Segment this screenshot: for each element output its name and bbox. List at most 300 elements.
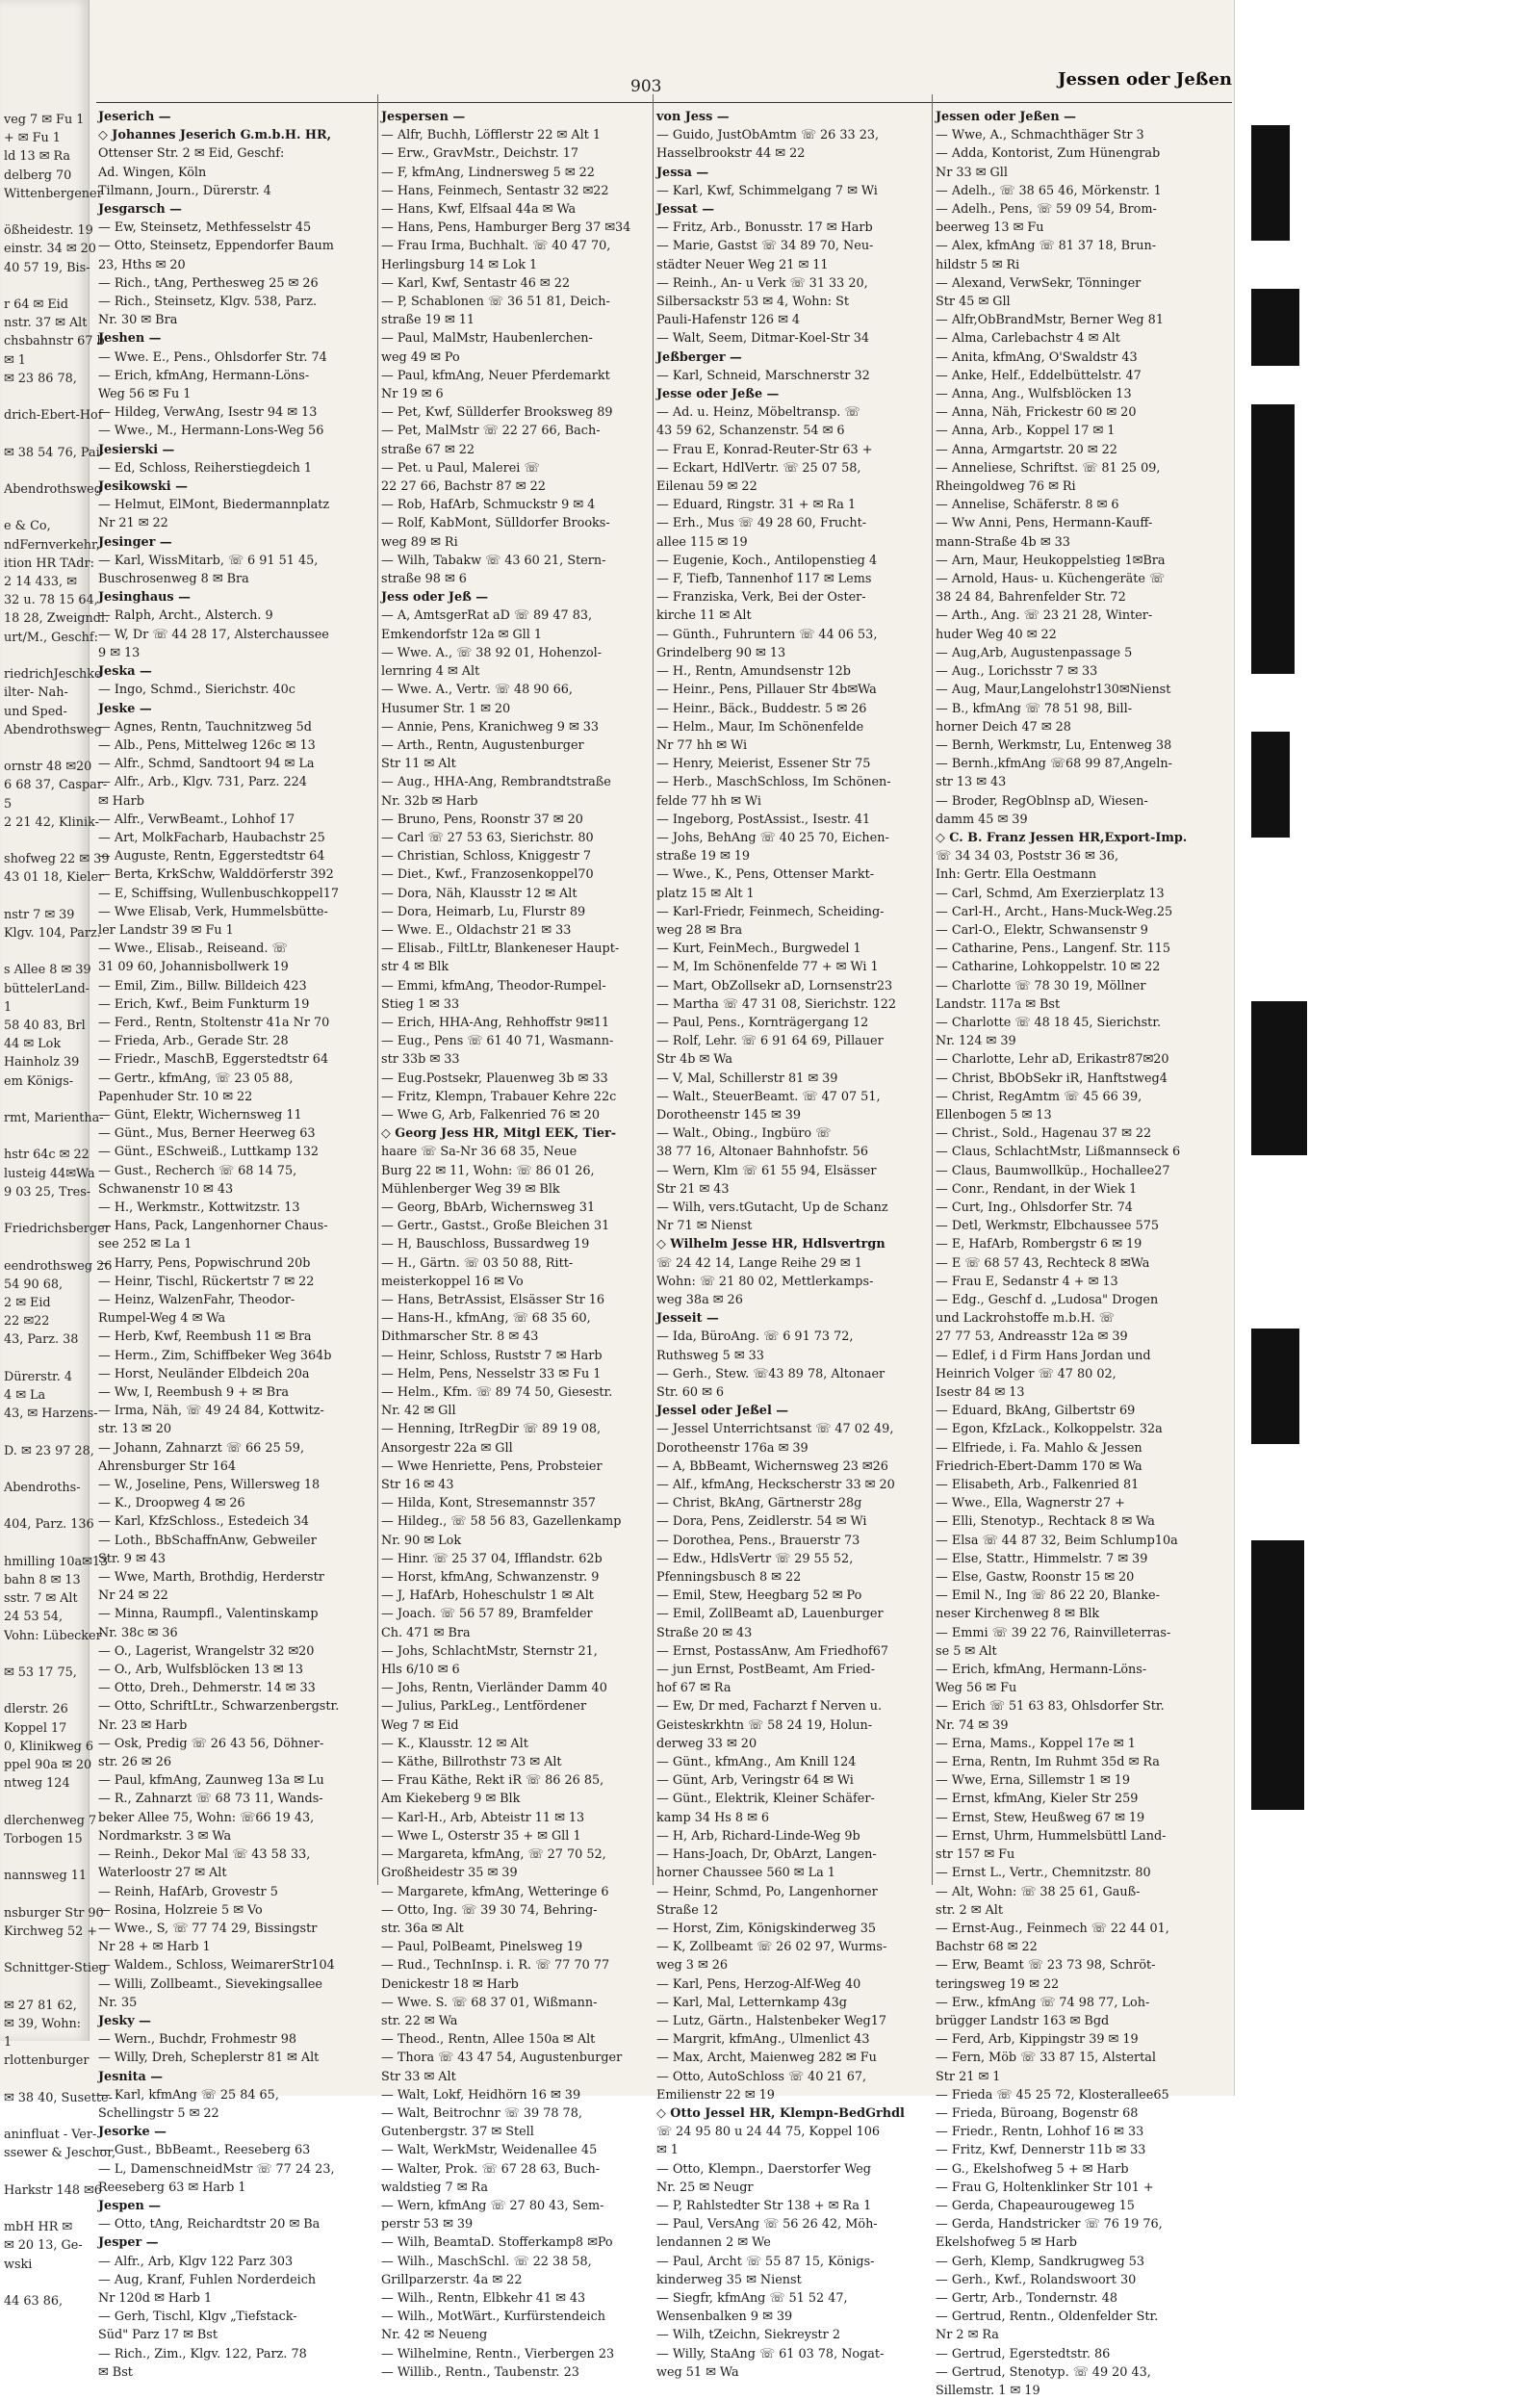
directory-entry: — Wilh, vers.tGutacht, Up de Schanz (656, 1200, 888, 1215)
directory-entry: Ruthsweg 5 ✉ 33 (656, 1348, 764, 1363)
directory-entry: ◇ Wilhelm Jesse HR, Hdlsvertrgn (656, 1237, 886, 1252)
directory-entry: beerweg 13 ✉ Fu (936, 220, 1044, 236)
directory-entry: — Conr., Rendant, in der Wiek 1 (936, 1181, 1138, 1197)
column-4 (936, 108, 1230, 2400)
directory-entry: Str. 9 ✉ 43 (98, 1551, 167, 1566)
directory-entry: — Frau Käthe, Rekt iR ☏ 86 26 85, (381, 1773, 604, 1789)
directory-entry: — Eug.Postsekr, Plauenweg 3b ✉ 33 (381, 1071, 608, 1086)
name-heading: Jessel oder Jeßel — (656, 1404, 789, 1419)
directory-entry: — Christ, RegAmtm ☏ 45 66 39, (936, 1089, 1142, 1104)
directory-entry: Str 33 ✉ Alt (381, 2069, 456, 2084)
fragment-line (4, 2107, 87, 2126)
directory-entry: Rheingoldweg 76 ✉ Ri (936, 479, 1076, 495)
fragment-line (4, 1682, 87, 1700)
directory-entry: — Gertrud, Stenotyp. ☏ 49 20 43, (936, 2364, 1151, 2380)
fragment-line (4, 1201, 87, 1220)
edge-mark (1251, 1329, 1299, 1444)
directory-entry: — Frau Irma, Buchhalt. ☏ 40 47 70, (381, 239, 611, 254)
fragment-line: 2 14 433, ✉ (4, 575, 77, 590)
directory-entry: — Alfr., VerwBeamt., Lohhof 17 (98, 812, 295, 827)
directory-entry: — Gertrud, Egerstedtstr. 86 (936, 2346, 1111, 2361)
directory-entry: kirche 11 ✉ Alt (656, 608, 752, 624)
directory-entry: — Wern, Klm ☏ 61 55 94, Elsässer (656, 1163, 877, 1178)
directory-entry: — Wwe Henriette, Pens, Probsteier (381, 1458, 603, 1474)
directory-entry: — Franziska, Verk, Bei der Oster- (656, 590, 866, 606)
directory-entry: Ansorgestr 22a ✉ Gll (381, 1440, 513, 1456)
directory-entry: Mühlenberger Weg 39 ✉ Blk (381, 1181, 560, 1197)
directory-entry: — Christ., Sold., Hagenau 37 ✉ 22 (936, 1126, 1152, 1142)
directory-entry: ◇ Otto Jessel HR, Klempn-BedGrhdl (656, 2105, 905, 2121)
directory-entry: — Frau E, Sedanstr 4 + ✉ 13 (936, 1274, 1118, 1289)
directory-entry: — Bernh.,kfmAng ☏68 99 87,Angeln- (936, 757, 1172, 772)
directory-entry: — Erna, Mams., Koppel 17e ✉ 1 (936, 1736, 1136, 1751)
directory-entry: — Erw, Beamt ☏ 23 73 98, Schröt- (936, 1958, 1156, 1974)
fragment-line: Kirchweg 52 + (4, 1923, 98, 1939)
directory-entry: — Hildeg, VerwAng, Isestr 94 ✉ 13 (98, 405, 318, 421)
directory-entry: Grillparzerstr. 4a ✉ 22 (381, 2272, 523, 2287)
directory-entry: — Hans, Pens, Hamburger Berg 37 ✉34 (381, 220, 631, 236)
directory-entry: — Minna, Raumpfl., Valentinskamp (98, 1607, 319, 1622)
fragment-line: 18 28, Zweigndl. (4, 611, 110, 627)
fragment-line: ✉ 39, Wohn: (4, 2016, 81, 2031)
directory-entry: str 157 ✉ Fu (936, 1847, 1015, 1863)
fragment-line (4, 1127, 87, 1146)
directory-entry: — Paul, kfmAng, Zaunweg 13a ✉ Lu (98, 1773, 324, 1789)
directory-entry: — Erh., Mus ☏ 49 28 60, Frucht- (656, 516, 867, 531)
directory-entry: — Hans-H., kfmAng, ☏ 68 35 60, (381, 1311, 591, 1327)
fragment-line: 43, Parz. 38 (4, 1332, 79, 1348)
directory-entry: — B., kfmAng ☏ 78 51 98, Bill- (936, 701, 1133, 716)
directory-entry: — Thora ☏ 43 47 54, Augustenburger (381, 2051, 623, 2066)
directory-entry: str 13 ✉ 43 (936, 775, 1007, 790)
directory-entry: Nr. 30 ✉ Bra (98, 313, 178, 328)
directory-entry: allee 115 ✉ 19 (656, 534, 748, 550)
directory-entry: — W, Dr ☏ 44 28 17, Alsterchaussee (98, 627, 329, 642)
fragment-line: 404, Parz. 136 (4, 1517, 94, 1533)
previous-page-fragments (4, 111, 116, 2310)
directory-entry: weg 89 ✉ Ri (381, 534, 458, 550)
directory-entry: — Alb., Pens, Mittelweg 126c ✉ 13 (98, 737, 316, 753)
fragment-line: rlottenburger (4, 2053, 90, 2069)
name-heading: Jesorke — (98, 2125, 167, 2140)
directory-entry: felde 77 hh ✉ Wi (656, 793, 761, 809)
directory-entry: — Rich., Steinsetz, Klgv. 538, Parz. (98, 295, 318, 310)
directory-entry: straße 98 ✉ 6 (381, 572, 467, 587)
directory-entry: Inh: Gertr. Ella Oestmann (936, 867, 1097, 883)
edge-mark (1251, 732, 1290, 838)
directory-entry: — Bruno, Pens, Roonstr 37 ✉ 20 (381, 812, 583, 827)
directory-entry: — Alfr., Arb, Klgv 122 Parz 303 (98, 2254, 294, 2269)
fragment-line (4, 462, 87, 480)
fragment-line (4, 388, 87, 406)
directory-entry: Ellenbogen 5 ✉ 13 (936, 1107, 1052, 1123)
fragment-line: 6 68 37, Caspar- (4, 778, 108, 793)
directory-entry: — Otto, AutoSchloss ☏ 40 21 67, (656, 2069, 867, 2084)
directory-entry: — Heinr, Schmd, Po, Langenhorner (656, 1884, 878, 1899)
fragment-line: ntweg 124 (4, 1776, 70, 1792)
directory-entry: — Curt, Ing., Ohlsdorfer Str. 74 (936, 1200, 1133, 1215)
directory-entry: — Alt, Wohn: ☏ 38 25 61, Gauß- (936, 1884, 1141, 1899)
directory-entry: — Hans, Kwf, Elfsaal 44a ✉ Wa (381, 202, 577, 218)
fragment-line (4, 425, 87, 443)
fragment-line (4, 277, 87, 296)
directory-entry: straße 19 ✉ 11 (381, 313, 475, 328)
directory-entry: — Eduard, BkAng, Gilbertstr 69 (936, 1404, 1136, 1419)
directory-entry: Str 21 ✉ 1 (936, 2069, 1001, 2084)
fragment-line: ssewer & Jeschor, (4, 2146, 116, 2161)
fragment-line (4, 2071, 87, 2089)
directory-entry: Ad. Wingen, Köln (98, 165, 207, 180)
directory-entry: — Waldem., Schloss, WeimarerStr104 (98, 1958, 335, 1974)
directory-entry: Nr 28 + ✉ Harb 1 (98, 1940, 211, 1955)
directory-entry: — Günth., Fuhruntern ☏ 44 06 53, (656, 627, 878, 642)
directory-entry: — Elfriede, i. Fa. Mahlo & Jessen (936, 1440, 1142, 1456)
fragment-line: Klgv. 104, Parz. (4, 925, 101, 941)
directory-entry: — Günt, Arb, Veringstr 64 ✉ Wi (656, 1773, 854, 1789)
directory-entry: — Bernh, Werkmstr, Lu, Entenweg 38 (936, 737, 1172, 753)
directory-entry: — Karl, Kwf, Sentastr 46 ✉ 22 (381, 275, 571, 291)
directory-entry: — Jessel Unterrichtsanst ☏ 47 02 49, (656, 1422, 894, 1437)
directory-entry: str. 13 ✉ 20 (98, 1422, 171, 1437)
directory-entry: — P, Rahlstedter Str 138 + ✉ Ra 1 (656, 2198, 872, 2213)
directory-entry: Nr 33 ✉ Gll (936, 165, 1008, 180)
directory-entry: — Wwe., Elisab., Reiseand. ☏ (98, 942, 288, 957)
directory-entry: — Walter, Prok. ☏ 67 28 63, Buch- (381, 2161, 601, 2177)
directory-entry: — Wwe. A., ☏ 38 92 01, Hohenzol- (381, 645, 603, 660)
column-divider (377, 94, 378, 1885)
page-header (96, 69, 1232, 100)
directory-entry: horner Deich 47 ✉ 28 (936, 719, 1071, 735)
edge-mark (1251, 1001, 1307, 1155)
directory-entry: — Erich, kfmAng, Hermann-Löns- (936, 1663, 1147, 1678)
directory-entry: Pauli-Hafenstr 126 ✉ 4 (656, 313, 801, 328)
directory-entry: — Johann, Zahnarzt ☏ 66 25 59, (98, 1440, 305, 1456)
directory-entry: Nr 19 ✉ 6 (381, 387, 444, 402)
directory-entry: Stieg 1 ✉ 33 (381, 996, 460, 1012)
fragment-line: ✉ 20 13, Ge- (4, 2238, 83, 2254)
directory-entry: Dorotheenstr 145 ✉ 39 (656, 1107, 802, 1123)
directory-entry: 27 77 53, Andreasstr 12a ✉ 39 (936, 1329, 1128, 1345)
fragment-line: drich-Ebert-Hof (4, 408, 103, 424)
directory-entry: — Paul, VersAng ☏ 56 26 42, Möh- (656, 2217, 878, 2232)
directory-entry: — Ed, Schloss, Reiherstiegdeich 1 (98, 460, 313, 476)
directory-entry: — Eugenie, Koch., Antilopenstieg 4 (656, 553, 878, 568)
directory-entry: weg 28 ✉ Bra (656, 922, 743, 938)
directory-entry: — Paul, Pens., Kornträgergang 12 (656, 1015, 869, 1030)
fragment-line: 44 63 86, (4, 2293, 64, 2309)
directory-entry: huder Weg 40 ✉ 22 (936, 627, 1057, 642)
directory-entry: — Günt, Elektr, Wichernsweg 11 (98, 1107, 302, 1123)
fragment-line: ✉ 1 (4, 352, 26, 368)
directory-entry: — Hans-Joach, Dr, ObArzt, Langen- (656, 1847, 877, 1863)
directory-entry: perstr 53 ✉ 39 (381, 2217, 474, 2232)
directory-entry: — Anna, Ang., Wulfsblöcken 13 (936, 387, 1132, 402)
directory-entry: — O., Lagerist, Wrangelstr 32 ✉20 (98, 1643, 315, 1659)
directory-entry: — Else, Gastw, Roonstr 15 ✉ 20 (936, 1570, 1135, 1586)
directory-entry: weg 49 ✉ Po (381, 349, 460, 365)
directory-entry: — Willib., Rentn., Taubenstr. 23 (381, 2364, 579, 2380)
name-heading: Jess oder Jeß — (381, 590, 489, 606)
directory-entry: — Ingo, Schmd., Sierichstr. 40c (98, 683, 295, 698)
name-heading: Jessa — (656, 165, 709, 180)
directory-entry: — Arth., Ang. ☏ 23 21 28, Winter- (936, 608, 1153, 624)
directory-entry: — Emil, Zim., Billw. Billdeich 423 (98, 978, 307, 994)
directory-entry: — Gerh., Stew. ☏43 89 78, Altonaer (656, 1366, 886, 1381)
directory-entry: straße 67 ✉ 22 (381, 442, 475, 457)
directory-entry: — Arth., Rentn, Augustenburger (381, 737, 584, 753)
directory-entry: 38 24 84, Bahrenfelder Str. 72 (936, 590, 1126, 606)
directory-entry: hildstr 5 ✉ Ri (936, 257, 1020, 272)
directory-entry: — Otto, Klempn., Daerstorfer Weg (656, 2161, 871, 2177)
directory-entry: Dorotheenstr 176a ✉ 39 (656, 1440, 808, 1456)
name-heading: Jeshen — (98, 331, 162, 347)
directory-entry: — Helm, Pens, Nesselstr 33 ✉ Fu 1 (381, 1366, 602, 1381)
directory-entry: — Berta, KrkSchw, Walddörferstr 392 (98, 867, 334, 883)
fragment-line: 2 ✉ Eid (4, 1296, 51, 1310)
directory-entry: — Karl, kfmAng ☏ 25 84 65, (98, 2087, 279, 2103)
fragment-line: ✉ 23 86 78, (4, 371, 77, 386)
fragment-line: ornstr 48 ✉20 (4, 760, 92, 775)
directory-entry: — K, Zollbeamt ☏ 26 02 97, Wurms- (656, 1940, 887, 1955)
directory-entry: — Mart, ObZollsekr aD, Lornsenstr23 (656, 978, 893, 994)
directory-entry: — Gertr., Gastst., Große Bleichen 31 (381, 1219, 610, 1234)
fragment-line: aninfluat - Ver- (4, 2128, 97, 2143)
directory-entry: — Erna, Rentn, Im Ruhmt 35d ✉ Ra (936, 1755, 1160, 1770)
directory-entry: Hls 6/10 ✉ 6 (381, 1663, 460, 1678)
fragment-line (4, 1645, 87, 1664)
directory-entry: — Julius, ParkLeg., Lentfördener (381, 1699, 587, 1715)
directory-entry: — Broder, RegOblnsp aD, Wiesen- (936, 793, 1148, 809)
fragment-line (4, 2200, 87, 2218)
fragment-line: und Sped- (4, 704, 67, 719)
directory-entry: weg 38a ✉ 26 (656, 1293, 743, 1307)
directory-entry: horner Chaussee 560 ✉ La 1 (656, 1866, 835, 1881)
directory-entry: Heinrich Volger ☏ 47 80 02, (936, 1366, 1116, 1381)
fragment-line (4, 739, 87, 758)
directory-entry: — Lutz, Gärtn., Halstenbeker Weg17 (656, 2013, 887, 2028)
directory-entry: — Claus, SchlachtMstr, Lißmannseck 6 (936, 1145, 1181, 1160)
directory-entry: Sillemstr. 1 ✉ 19 (936, 2383, 1040, 2398)
directory-entry: — Wwe., M., Hermann-Lons-Weg 56 (98, 424, 324, 439)
directory-entry: Silbersackstr 53 ✉ 4, Wohn: St (656, 295, 850, 310)
fragment-line: 43, ✉ Harzens- (4, 1406, 98, 1422)
directory-entry: — Auguste, Rentn, Eggerstedtstr 64 (98, 849, 325, 865)
fragment-line (4, 499, 87, 517)
fragment-line: nannsweg 11 (4, 1869, 87, 1884)
directory-entry: — F, kfmAng, Lindnersweg 5 ✉ 22 (381, 165, 595, 180)
directory-entry: — Adda, Kontorist, Zum Hünengrab (936, 146, 1161, 162)
fragment-line: rmt, Marientha- (4, 1110, 104, 1125)
directory-entry: — Margareta, kfmAng, ☏ 27 70 52, (381, 1847, 606, 1863)
fragment-line: D. ✉ 23 97 28, (4, 1443, 94, 1458)
directory-entry: — Wilh, Tabakw ☏ 43 60 21, Stern- (381, 553, 606, 568)
directory-entry: — Emmi ☏ 39 22 76, Rainvilleterras- (936, 1625, 1171, 1640)
fragment-line: Wittenbergener (4, 186, 103, 201)
edge-mark (1251, 125, 1290, 241)
directory-entry: — Gust., Recherch ☏ 68 14 75, (98, 1163, 297, 1178)
directory-entry: — Christian, Schloss, Kniggestr 7 (381, 849, 592, 865)
directory-entry: — Ew, Dr med, Facharzt f Nerven u. (656, 1699, 883, 1715)
directory-entry: — Reinh., Dekor Mal ☏ 43 58 33, (98, 1847, 311, 1863)
fragment-line: 0, Klinikweg 6 (4, 1739, 94, 1754)
fragment-line: ✉ 53 17 75, (4, 1665, 77, 1681)
directory-entry: — H., Werkmstr., Kottwitzstr. 13 (98, 1200, 300, 1215)
directory-entry: — Margrit, kfmAng., Ulmenlict 43 (656, 2032, 870, 2048)
header-rule (96, 102, 1232, 103)
directory-entry: str. 2 ✉ Alt (936, 1902, 1004, 1918)
directory-entry: — Emil N., Ing ☏ 86 22 20, Blanke- (936, 1588, 1160, 1604)
fragment-line: em Königs- (4, 1073, 74, 1089)
directory-entry: — Osk, Predig ☏ 26 43 56, Döhner- (98, 1736, 324, 1751)
directory-entry: 22 27 66, Bachstr 87 ✉ 22 (381, 479, 546, 495)
fragment-line (4, 2163, 87, 2181)
directory-entry: — Adelh., Pens, ☏ 59 09 54, Brom- (936, 202, 1157, 218)
directory-entry: — Günt., Elektrik, Kleiner Schäfer- (656, 1792, 875, 1807)
directory-entry: — Adelh., ☏ 38 65 46, Mörkenstr. 1 (936, 183, 1162, 198)
directory-entry: — Else, Stattr., Himmelstr. 7 ✉ 39 (936, 1551, 1148, 1566)
fragment-line: nstr. 37 ✉ Alt (4, 316, 88, 331)
directory-entry: — Gerh, Klemp, Sandkrugweg 53 (936, 2254, 1145, 2269)
column-divider (932, 94, 933, 1885)
directory-entry: — Anna, Näh, Frickestr 60 ✉ 20 (936, 405, 1137, 421)
name-heading: von Jess — (656, 110, 730, 124)
edge-mark (1251, 1540, 1304, 1810)
directory-entry: — Friedr., MaschB, Eggerstedtstr 64 (98, 1052, 329, 1068)
directory-entry: — Wilh, tZeichn, Siekreystr 2 (656, 2328, 840, 2343)
directory-entry: — Horst, kfmAng, Schwanzenstr. 9 (381, 1570, 600, 1586)
column-3 (656, 108, 928, 2382)
directory-entry: Dithmarscher Str. 8 ✉ 43 (381, 1329, 539, 1345)
directory-entry: — Theod., Rentn, Allee 150a ✉ Alt (381, 2032, 596, 2048)
fragment-line: chsbahnstr 67 b (4, 334, 105, 349)
directory-entry: — E ☏ 68 57 43, Rechteck 8 ✉Wa (936, 1255, 1150, 1271)
directory-entry: 31 09 60, Johannisbollwerk 19 (98, 960, 289, 975)
directory-entry: — Horst, Neuländer Elbdeich 20a (98, 1366, 310, 1381)
directory-entry: Pfenningsbusch 8 ✉ 22 (656, 1570, 802, 1586)
directory-entry: — Paul, Archt ☏ 55 87 15, Königs- (656, 2254, 875, 2269)
directory-entry: — Karl, Mal, Letternkamp 43g (656, 1995, 847, 2010)
directory-entry: — Wwe L, Osterstr 35 + ✉ Gll 1 (381, 1828, 581, 1844)
directory-entry: Straße 20 ✉ 43 (656, 1625, 753, 1640)
directory-entry: — Erich, Kwf., Beim Funkturm 19 (98, 996, 310, 1012)
name-heading: Jesinghaus — (98, 590, 191, 606)
directory-entry: haare ☏ Sa-Nr 36 68 35, Neue (381, 1145, 578, 1160)
directory-entry: — Anneliese, Schriftst. ☏ 81 25 09, (936, 460, 1161, 476)
directory-entry: — Willy, Dreh, Scheplerstr 81 ✉ Alt (98, 2051, 320, 2066)
fragment-line (4, 942, 87, 961)
fragment-line (4, 2274, 87, 2292)
directory-entry: — Wwe. E., Pens., Ohlsdorfer Str. 74 (98, 349, 327, 365)
directory-entry: Emilienstr 22 ✉ 19 (656, 2087, 775, 2103)
directory-entry: — H., Gärtn. ☏ 03 50 88, Ritt- (381, 1255, 574, 1271)
directory-entry: — Paul, MalMstr, Haubenlerchen- (381, 331, 593, 347)
fragment-line: büttelerLand- (4, 981, 90, 996)
directory-entry: Husumer Str. 1 ✉ 20 (381, 701, 511, 716)
directory-entry: str 4 ✉ Blk (381, 960, 449, 975)
directory-entry: Str 45 ✉ Gll (936, 295, 1011, 310)
directory-entry: — Rolf, KabMont, Sülldorfer Brooks- (381, 516, 610, 531)
directory-entry: 23, Hths ✉ 20 (98, 257, 186, 272)
name-heading: Jesinger — (98, 534, 172, 550)
directory-entry: Weg 56 ✉ Fu 1 (98, 387, 192, 402)
directory-entry: — Henry, Meierist, Essener Str 75 (656, 757, 871, 772)
directory-entry: — Gerh., Kwf., Rolandswoort 30 (936, 2272, 1137, 2287)
directory-entry: — Walt, Lokf, Heidhörn 16 ✉ 39 (381, 2087, 581, 2103)
directory-entry: — Heinr., Bäck., Buddestr. 5 ✉ 26 (656, 701, 867, 716)
directory-entry: — Günt., ESchweiß., Luttkamp 132 (98, 1145, 320, 1160)
directory-entry: ◇ Georg Jess HR, Mitgl EEK, Tier- (381, 1126, 617, 1142)
fragment-line: Dürerstr. 4 (4, 1369, 73, 1384)
fragment-line: 4 ✉ La (4, 1388, 46, 1404)
fragment-line: 2 21 42, Klinik- (4, 814, 99, 830)
directory-entry: str. 22 ✉ Wa (381, 2013, 458, 2028)
name-heading: Jespen — (98, 2198, 162, 2213)
fragment-line: 54 90 68, (4, 1277, 64, 1292)
directory-entry: — Ferd, Arb, Kippingstr 39 ✉ 19 (936, 2032, 1139, 2048)
directory-entry: Reeseberg 63 ✉ Harb 1 (98, 2180, 246, 2195)
directory-entry: — Walt., SteuerBeamt. ☏ 47 07 51, (656, 1089, 881, 1104)
directory-entry: — Alma, Carlebachstr 4 ✉ Alt (936, 331, 1120, 347)
directory-entry: Nr. 35 (98, 1995, 138, 2010)
directory-entry: Isestr 84 ✉ 13 (936, 1385, 1025, 1401)
directory-entry: damm 45 ✉ 39 (936, 812, 1028, 827)
directory-entry: — Rosina, Holzreie 5 ✉ Vo (98, 1902, 263, 1918)
directory-entry: — Joach. ☏ 56 57 89, Bramfelder (381, 1607, 593, 1622)
directory-entry: — Wwe, A., Schmachthäger Str 3 (936, 128, 1144, 143)
directory-entry: — Karl-H., Arb, Abteistr 11 ✉ 13 (381, 1810, 585, 1825)
directory-entry: — Erich, kfmAng, Hermann-Löns- (98, 368, 310, 383)
fragment-line: Vohn: Lübecker (4, 1628, 102, 1643)
directory-entry: — Eug., Pens ☏ 61 40 71, Wasmann- (381, 1034, 614, 1049)
directory-entry: — Diet., Kwf., Franzosenkoppel70 (381, 867, 594, 883)
directory-entry: — V, Mal, Schillerstr 81 ✉ 39 (656, 1071, 838, 1086)
fragment-line: hstr 64c ✉ 22 (4, 1148, 90, 1163)
directory-entry: — Johs, SchlachtMstr, Sternstr 21, (381, 1643, 598, 1659)
directory-entry: — Eckart, HdlVertr. ☏ 25 07 58, (656, 460, 861, 476)
fragment-line: dlerchenweg 7 (4, 1813, 97, 1828)
name-heading: Jesgarsch — (98, 202, 182, 218)
directory-entry: Nr. 74 ✉ 39 (936, 1717, 1009, 1733)
fragment-line: 24 53 54, (4, 1610, 64, 1625)
directory-entry: — Reinh., An- u Verk ☏ 31 33 20, (656, 275, 868, 291)
directory-entry: see 252 ✉ La 1 (98, 1237, 192, 1252)
directory-entry: — Wwe. A., Vertr. ☏ 48 90 66, (381, 683, 573, 698)
directory-entry: — Wwe G, Arb, Falkenried 76 ✉ 20 (381, 1107, 600, 1123)
directory-entry: ler Landstr 39 ✉ Fu 1 (98, 922, 234, 938)
directory-entry: Nr. 90 ✉ Lok (381, 1533, 462, 1548)
fragment-line: bahn 8 ✉ 13 (4, 1573, 81, 1588)
directory-entry: — Alf., kfmAng, Heckscherstr 33 ✉ 20 (656, 1478, 895, 1493)
directory-entry: — Ernst L., Vertr., Chemnitzstr. 80 (936, 1866, 1151, 1881)
directory-entry: — Art, MolkFacharb, Haubachstr 25 (98, 830, 325, 845)
directory-entry: Str 21 ✉ 43 (656, 1181, 730, 1197)
directory-entry: — O., Arb, Wulfsblöcken 13 ✉ 13 (98, 1663, 303, 1678)
directory-entry: Nr 24 ✉ 22 (98, 1588, 168, 1604)
directory-entry: — Otto, Ing. ☏ 39 30 74, Behring- (381, 1902, 598, 1918)
directory-entry: — Ida, BüroAng. ☏ 6 91 73 72, (656, 1329, 854, 1345)
name-heading: Jessat — (656, 202, 715, 218)
fragment-line: shofweg 22 ✉ 39 (4, 852, 110, 867)
directory-entry: Ahrensburger Str 164 (98, 1458, 237, 1474)
directory-entry: — Hinr. ☏ 25 37 04, Ifflandstr. 62b (381, 1551, 603, 1566)
directory-entry: — Max, Archt, Maienweg 282 ✉ Fu (656, 2051, 877, 2066)
directory-entry: — H., Rentn, Amundsenstr 12b (656, 664, 852, 680)
directory-entry: — Guido, JustObAmtm ☏ 26 33 23, (656, 128, 880, 143)
directory-entry: — Gust., BbBeamt., Reeseberg 63 (98, 2143, 311, 2158)
fragment-line: veg 7 ✉ Fu 1 (4, 113, 85, 127)
directory-entry: — Irma, Näh, ☏ 49 24 84, Kottwitz- (98, 1404, 324, 1419)
fragment-line (4, 647, 87, 665)
